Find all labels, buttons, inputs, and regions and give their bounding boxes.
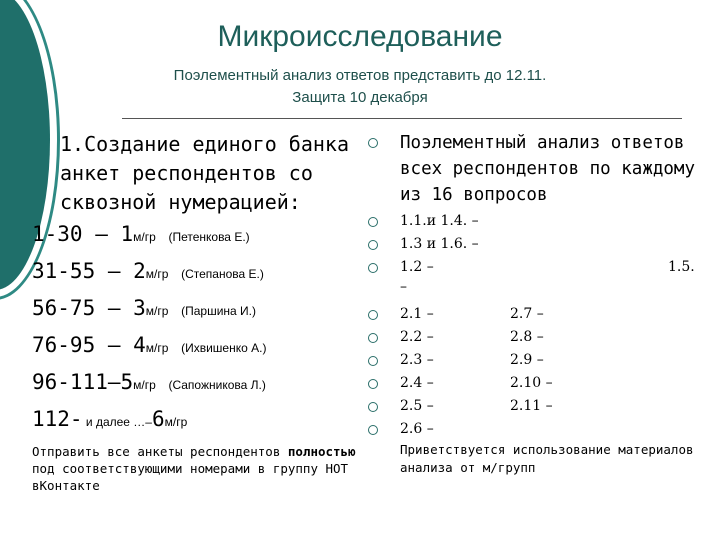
circle-bullet-icon <box>368 356 378 366</box>
range-row <box>32 254 362 291</box>
list-item <box>368 418 698 441</box>
item-text: 1.3 и 1.6. – <box>400 236 479 252</box>
divider-line <box>122 118 682 119</box>
item-text: 1.1.и 1.4. – <box>400 213 479 229</box>
range-unit: м/гр <box>133 378 156 392</box>
range-person: (Степанова Е.) <box>181 267 264 281</box>
pair-left: 2.4 – <box>400 375 434 391</box>
range-number: 112- <box>32 407 83 431</box>
circle-bullet-icon <box>368 240 378 250</box>
pair-left: 2.2 – <box>400 329 434 345</box>
item-far-text: 1.5. <box>668 259 695 275</box>
range-row <box>32 217 362 254</box>
range-row <box>32 365 362 402</box>
list-item <box>368 210 698 233</box>
range-unit: м/гр <box>145 341 169 355</box>
range-person: (Ихвишенко А.) <box>181 341 267 355</box>
range-number: 31-55 – 2 <box>32 259 146 283</box>
list-item <box>368 303 698 326</box>
range-continuation: и далее …– <box>82 415 152 429</box>
range-person: (Петенкова Е.) <box>168 230 250 244</box>
circle-bullet-icon <box>368 138 378 148</box>
range-number: 96-111–5 <box>32 370 134 394</box>
circle-bullet-icon <box>368 263 378 273</box>
pair-right: 2.7 – <box>510 306 544 322</box>
note-text-start: Отправить все анкеты респондентов <box>32 444 288 459</box>
range-person: (Сапожникова Л.) <box>168 378 266 392</box>
main-item-text: Поэлементный анализ ответов всех респондентов по каждому из 16 вопросов <box>400 133 696 205</box>
right-footer-note: Приветствуется использование материалов анализа от м/групп <box>400 442 694 475</box>
range-number: 76-95 – 4 <box>32 333 146 357</box>
pair-right: 2.8 – <box>510 329 544 345</box>
list-item <box>368 256 698 279</box>
pair-right: 2.10 – <box>510 375 553 391</box>
slide-subtitle <box>0 65 720 109</box>
range-number: 56-75 – 3 <box>32 296 146 320</box>
pair-right: 2.11 – <box>510 398 553 414</box>
range-row <box>32 291 362 328</box>
list-item <box>368 372 698 395</box>
slide-title: Микроисследование <box>217 20 503 53</box>
range-person: (Паршина И.) <box>181 304 256 318</box>
note-text-end: под соответствующими номерами в группу НОТ вКонтакте <box>32 461 349 493</box>
right-column <box>368 130 698 477</box>
note-text-bold: полностью <box>287 444 356 459</box>
pair-left: 2.1 – <box>400 306 434 322</box>
circle-bullet-icon <box>368 379 378 389</box>
left-column <box>32 130 362 494</box>
pair-right: 2.9 – <box>510 352 544 368</box>
circle-bullet-icon <box>368 425 378 435</box>
left-heading: 1.Создание единого банка анкет респондентов со сквозной нумерацией: <box>60 132 349 214</box>
range-unit: м/гр <box>145 267 169 281</box>
range-row <box>32 328 362 365</box>
subtitle-line-2: Защита 10 декабря <box>292 89 428 106</box>
pair-left: 2.3 – <box>400 352 434 368</box>
range-row-last <box>32 402 362 439</box>
pair-left: 2.5 – <box>400 398 434 414</box>
subtitle-line-1: Поэлементный анализ ответов представить до 12.11. <box>173 67 547 84</box>
list-item <box>368 326 698 349</box>
list-item <box>368 130 698 208</box>
list-item <box>368 395 698 418</box>
circle-bullet-icon <box>368 402 378 412</box>
item-text: 1.2 – <box>400 259 434 275</box>
range-group-number: 6 <box>151 407 165 431</box>
left-note <box>32 443 362 494</box>
item-text: 2.6 – <box>400 421 434 437</box>
list-item <box>368 349 698 372</box>
item-continuation: – <box>400 279 407 295</box>
range-unit: м/гр <box>133 230 156 244</box>
range-unit: м/гр <box>145 304 169 318</box>
range-number: 1-30 – 1 <box>32 222 134 246</box>
circle-bullet-icon <box>368 217 378 227</box>
circle-bullet-icon <box>368 333 378 343</box>
range-unit: м/гр <box>164 415 188 429</box>
list-item <box>368 233 698 256</box>
circle-bullet-icon <box>368 310 378 320</box>
pair-list <box>368 303 698 441</box>
